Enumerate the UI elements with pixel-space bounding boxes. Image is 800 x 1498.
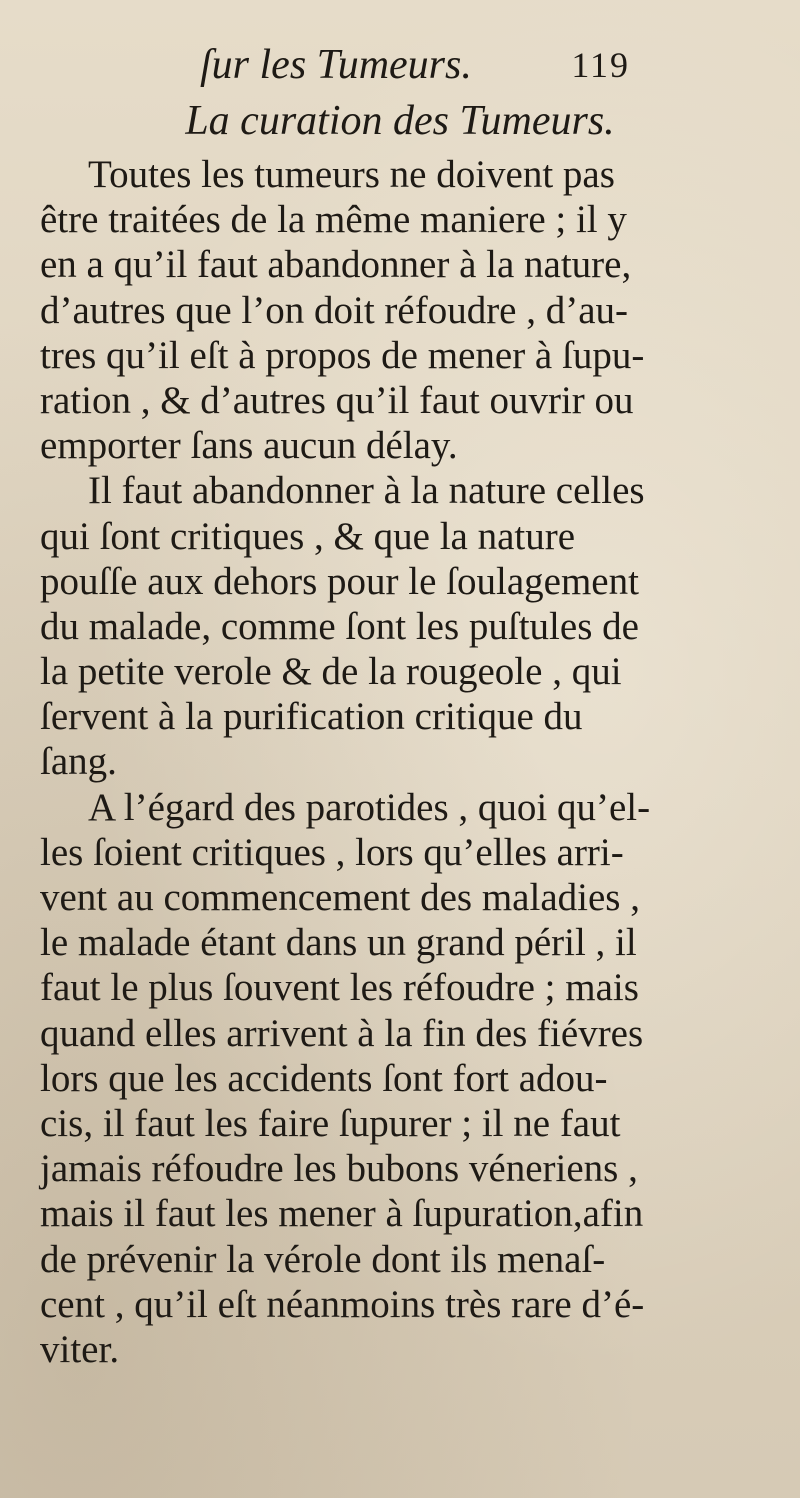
text-line: vent au commencement des maladies , [40, 876, 640, 919]
text-line: de prévenir la vérole dont ils menaſ- [40, 1237, 606, 1281]
text-line: être traitées de la même maniere ; il y [40, 198, 627, 242]
text-line: viter. [40, 1327, 120, 1371]
text-line: ſang. [40, 740, 117, 784]
text-line: Toutes les tumeurs ne doivent pas [88, 153, 615, 196]
text-line: emporter ſans aucun délay. [40, 424, 458, 468]
text-line: quand elles arrivent à la fin des fiévres [40, 1011, 644, 1055]
text-line: en a qu’il faut abandonner à la nature, [40, 243, 632, 287]
text-line: ration , & d’autres qu’il faut ouvrir ou [40, 378, 634, 422]
text-line: Il faut abandonner à la nature celles [88, 469, 645, 513]
text-line: ſervent à la purification critique du [40, 695, 583, 739]
text-line: le malade étant dans un grand péril , il [40, 921, 637, 965]
text-line: la petite verole & de la rougeole , qui [40, 650, 622, 694]
text-line: jamais réfoudre les bubons véneriens , [40, 1147, 638, 1191]
running-head [200, 40, 630, 90]
text-line: A l’égard des parotides , quoi qu’el- [88, 785, 651, 829]
text-line: tres qu’il eſt à propos de mener à ſupu- [40, 333, 645, 377]
text-line: du malade, comme ſont les puſtules de [40, 604, 639, 648]
page-number: 119 [571, 45, 630, 85]
text-line: qui ſont critiques , & que la nature [40, 514, 576, 558]
text-line: faut le plus ſouvent les réfoudre ; mais [40, 966, 639, 1010]
text-line: les ſoient critiques , lors qu’elles arri- [40, 830, 624, 874]
running-title: ſur les Tumeurs. [200, 42, 472, 88]
text-line: lors que les accidents ſont fort adou- [40, 1056, 608, 1100]
section-title: La curation des Tumeurs. [185, 98, 615, 144]
body-text [40, 152, 730, 1372]
text-line: cent , qu’il eſt néanmoins très rare d’é- [40, 1282, 645, 1326]
text-line: pouſſe aux dehors pour le ſoulagement [40, 559, 639, 603]
text-line: d’autres que l’on doit réfoudre , d’au- [40, 288, 629, 332]
text-line: cis, il faut les faire ſupurer ; il ne faut [40, 1101, 621, 1145]
text-line: mais il faut les mener à ſupuration,afin [40, 1192, 644, 1236]
